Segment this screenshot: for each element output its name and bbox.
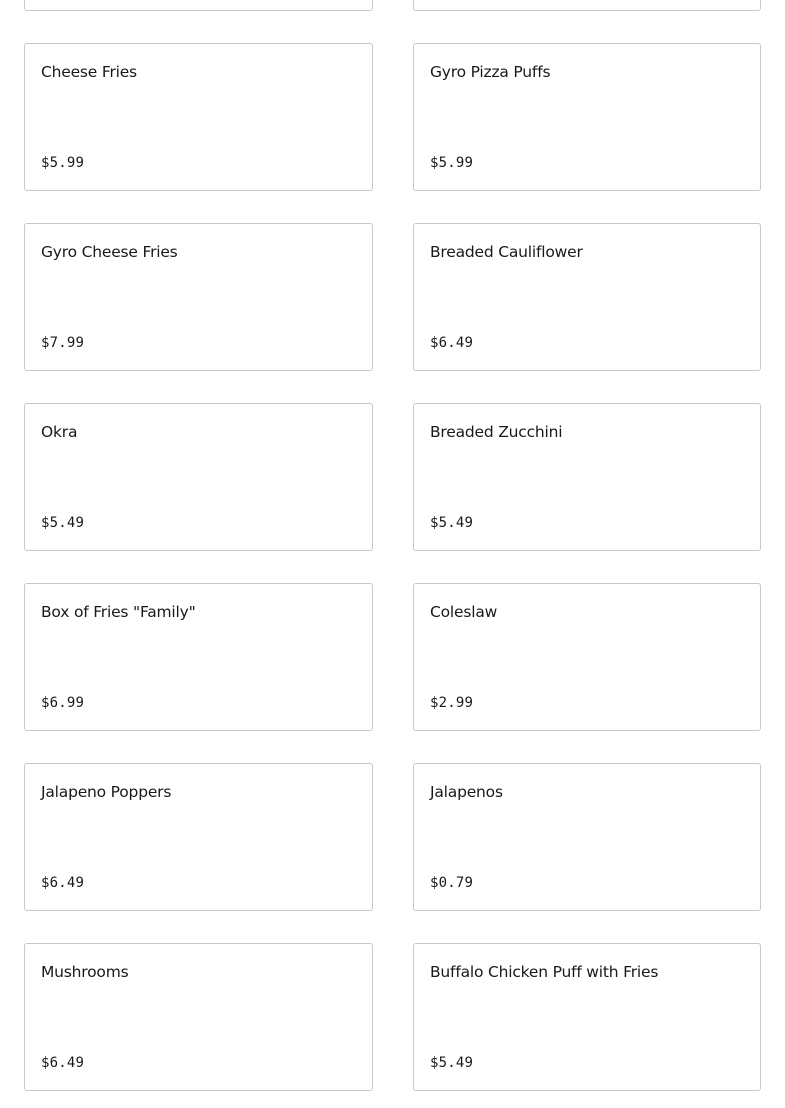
menu-item-name: Coleslaw	[430, 603, 498, 621]
menu-item-card[interactable]	[413, 223, 761, 371]
menu-item-price: $5.49	[430, 515, 474, 531]
menu-item-name: Cheese Fries	[41, 63, 137, 81]
menu-item-price: $5.49	[41, 515, 85, 531]
menu-item-price: $5.99	[41, 155, 85, 171]
menu-item-price: $5.49	[430, 1055, 474, 1071]
menu-item-name: Breaded Zucchini	[430, 423, 563, 441]
menu-item-grid	[24, 0, 761, 1091]
menu-item-card[interactable]	[413, 0, 761, 11]
menu-item-name: Mushrooms	[41, 963, 129, 981]
menu-item-card[interactable]	[413, 943, 761, 1091]
menu-item-price: $6.49	[41, 875, 85, 891]
menu-item-name: Buffalo Chicken Puff with Fries	[430, 963, 659, 981]
menu-item-name: Okra	[41, 423, 78, 441]
menu-item-name: Breaded Cauliflower	[430, 243, 583, 261]
menu-item-card[interactable]	[24, 763, 373, 911]
menu-item-card[interactable]	[413, 403, 761, 551]
menu-item-price: $7.99	[41, 335, 85, 351]
menu-item-price: $2.99	[430, 695, 474, 711]
menu-item-price: $5.99	[430, 155, 474, 171]
menu-item-card[interactable]	[24, 943, 373, 1091]
menu-item-card[interactable]	[24, 403, 373, 551]
menu-item-price: $6.49	[41, 1055, 85, 1071]
menu-item-name: Jalapenos	[430, 783, 503, 801]
menu-item-name: Box of Fries "Family"	[41, 603, 196, 621]
menu-item-card[interactable]	[413, 583, 761, 731]
menu-item-name: Gyro Cheese Fries	[41, 243, 178, 261]
menu-item-card[interactable]	[413, 43, 761, 191]
menu-item-card[interactable]	[24, 223, 373, 371]
menu-item-price: $0.79	[430, 875, 474, 891]
menu-item-card[interactable]	[24, 583, 373, 731]
menu-item-price: $6.49	[430, 335, 474, 351]
menu-item-card[interactable]	[24, 43, 373, 191]
menu-item-name: Gyro Pizza Puffs	[430, 63, 551, 81]
menu-item-price: $6.99	[41, 695, 85, 711]
menu-item-card[interactable]	[413, 763, 761, 911]
menu-item-card[interactable]	[24, 0, 373, 11]
menu-item-name: Jalapeno Poppers	[41, 783, 172, 801]
